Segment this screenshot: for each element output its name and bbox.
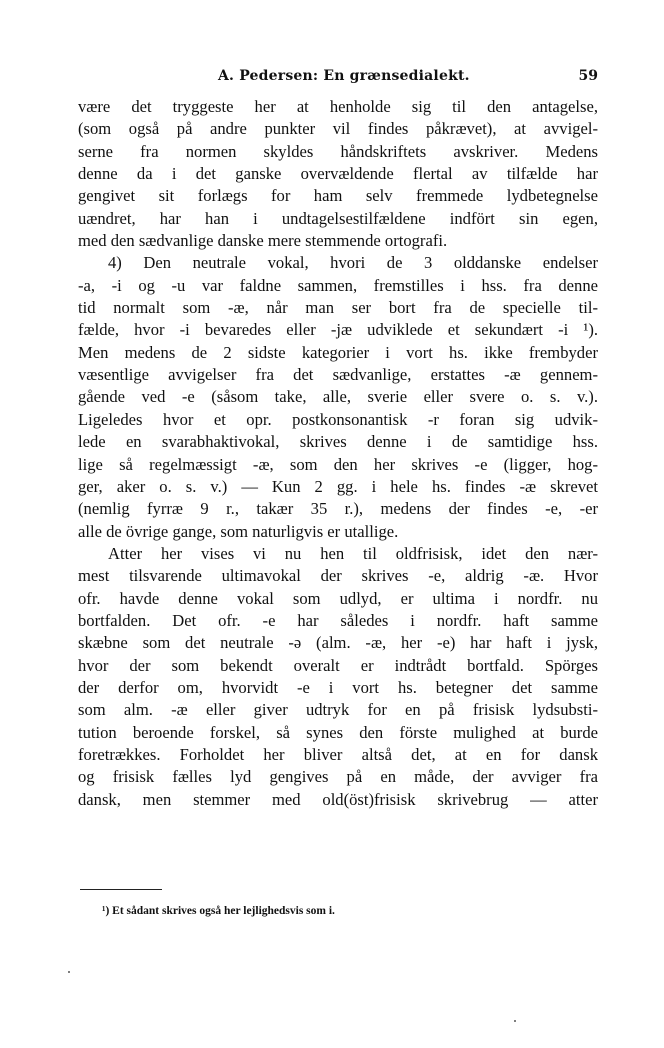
- text-line: bortfalden. Det ofr. -e har således i nordfr. haft samme: [78, 610, 598, 630]
- paper-speck: [68, 971, 70, 973]
- text-line: Atter her vises vi nu hen til oldfrisisk, idet den nær-: [108, 543, 598, 563]
- text-line: uændret, har han i undtagelsestilfældene indfört sin egen,: [78, 208, 598, 228]
- text-line: tid normalt som -æ, når man ser bort fra de specielle til-: [78, 298, 598, 318]
- footnote-rule: [80, 889, 162, 890]
- text-line: denne da i det ganske overvældende flertal av tilfælde har: [78, 164, 598, 184]
- text-line: ofr. havde denne vokal som udlyd, er ultima i nordfr. nu: [78, 588, 598, 608]
- text-line: mest tilsvarende ultimavokal der skrives -e, aldrig -æ. Hvor: [78, 566, 598, 586]
- text-line: alle de övrige gange, som naturligvis er utallige.: [78, 521, 399, 541]
- text-line: -a, -i og -u var faldne sammen, fremstilles i hss. fra denne: [78, 275, 598, 295]
- text-line: skæbne som det neutrale -ə (alm. -æ, her -e) har haft i jysk,: [78, 633, 598, 653]
- text-line: (som også på andre punkter vil findes påkrævet), at avvigel-: [78, 119, 598, 139]
- text-line: Men medens de 2 sidste kategorier i vort hs. ikke frembyder: [78, 342, 598, 362]
- page-number: 59: [578, 68, 598, 84]
- footnote-marker: ¹): [102, 905, 110, 917]
- text-line: gående ved -e (såsom take, alle, sverie eller svere o. s. v.).: [78, 387, 598, 407]
- text-line: 4) Den neutrale vokal, hvori de 3 olddanske endelser: [108, 253, 598, 273]
- text-line: og frisisk fælles lyd gengives på en måde, der avviger fra: [78, 767, 598, 787]
- text-line: være det tryggeste her at henholde sig til den antagelse,: [78, 97, 598, 116]
- text-line: med den sædvanlige danske mere stemmende ortografi.: [78, 231, 448, 251]
- text-line: (nemlig fyrræ 9 r., takær 35 r.), medens der findes -e, -er: [78, 499, 598, 519]
- text-line: som alm. -æ eller giver udtryk for en på frisisk lydsubsti-: [78, 700, 598, 720]
- text-line: der derfor om, hvorvidt -e i vort hs. betegner det samme: [78, 677, 598, 697]
- running-title: A. Pedersen: En grænsedialekt.: [218, 68, 470, 84]
- text-line: foretrækkes. Forholdet her bliver altså det, at en for dansk: [78, 744, 598, 764]
- text-line: gengivet sit forlægs for ham selv fremmede lydbetegnelse: [78, 186, 598, 206]
- text-line: hvor der som bekendt overalt er indtrådt bortfald. Spörges: [78, 655, 598, 675]
- footnote-text: Et sådant skrives også her lejlighedsvis som i.: [112, 905, 335, 917]
- text-line: serne fra normen skyldes håndskriftets avskriver. Medens: [78, 141, 598, 161]
- text-line: tution beroende forskel, så synes den förste mulighed at burde: [78, 722, 598, 742]
- paper-speck: [514, 1020, 516, 1022]
- text-line: dansk, men stemmer med old(öst)frisisk skrivebrug — atter: [78, 789, 598, 809]
- text-line: Ligeledes hvor et opr. postkonsonantisk -r foran sig udvik-: [78, 409, 598, 429]
- footnote: [102, 905, 335, 917]
- text-line: lede en svarabhaktivokal, skrives denne i de samtidige hss.: [78, 432, 598, 452]
- running-head: [78, 68, 598, 88]
- text-line: lige så regelmæssigt -æ, som den her skrives -e (ligger, hog-: [78, 454, 598, 474]
- text-line: ger, aker o. s. v.) — Kun 2 gg. i hele hs. findes -æ skrevet: [78, 476, 598, 496]
- text-line: væsentlige avvigelser fra det sædvanlige, erstattes -æ gennem-: [78, 365, 598, 385]
- text-line: fælde, hvor -i bevaredes eller -jæ udviklede et sekundært -i ¹).: [78, 320, 598, 340]
- body-text: [78, 96, 598, 811]
